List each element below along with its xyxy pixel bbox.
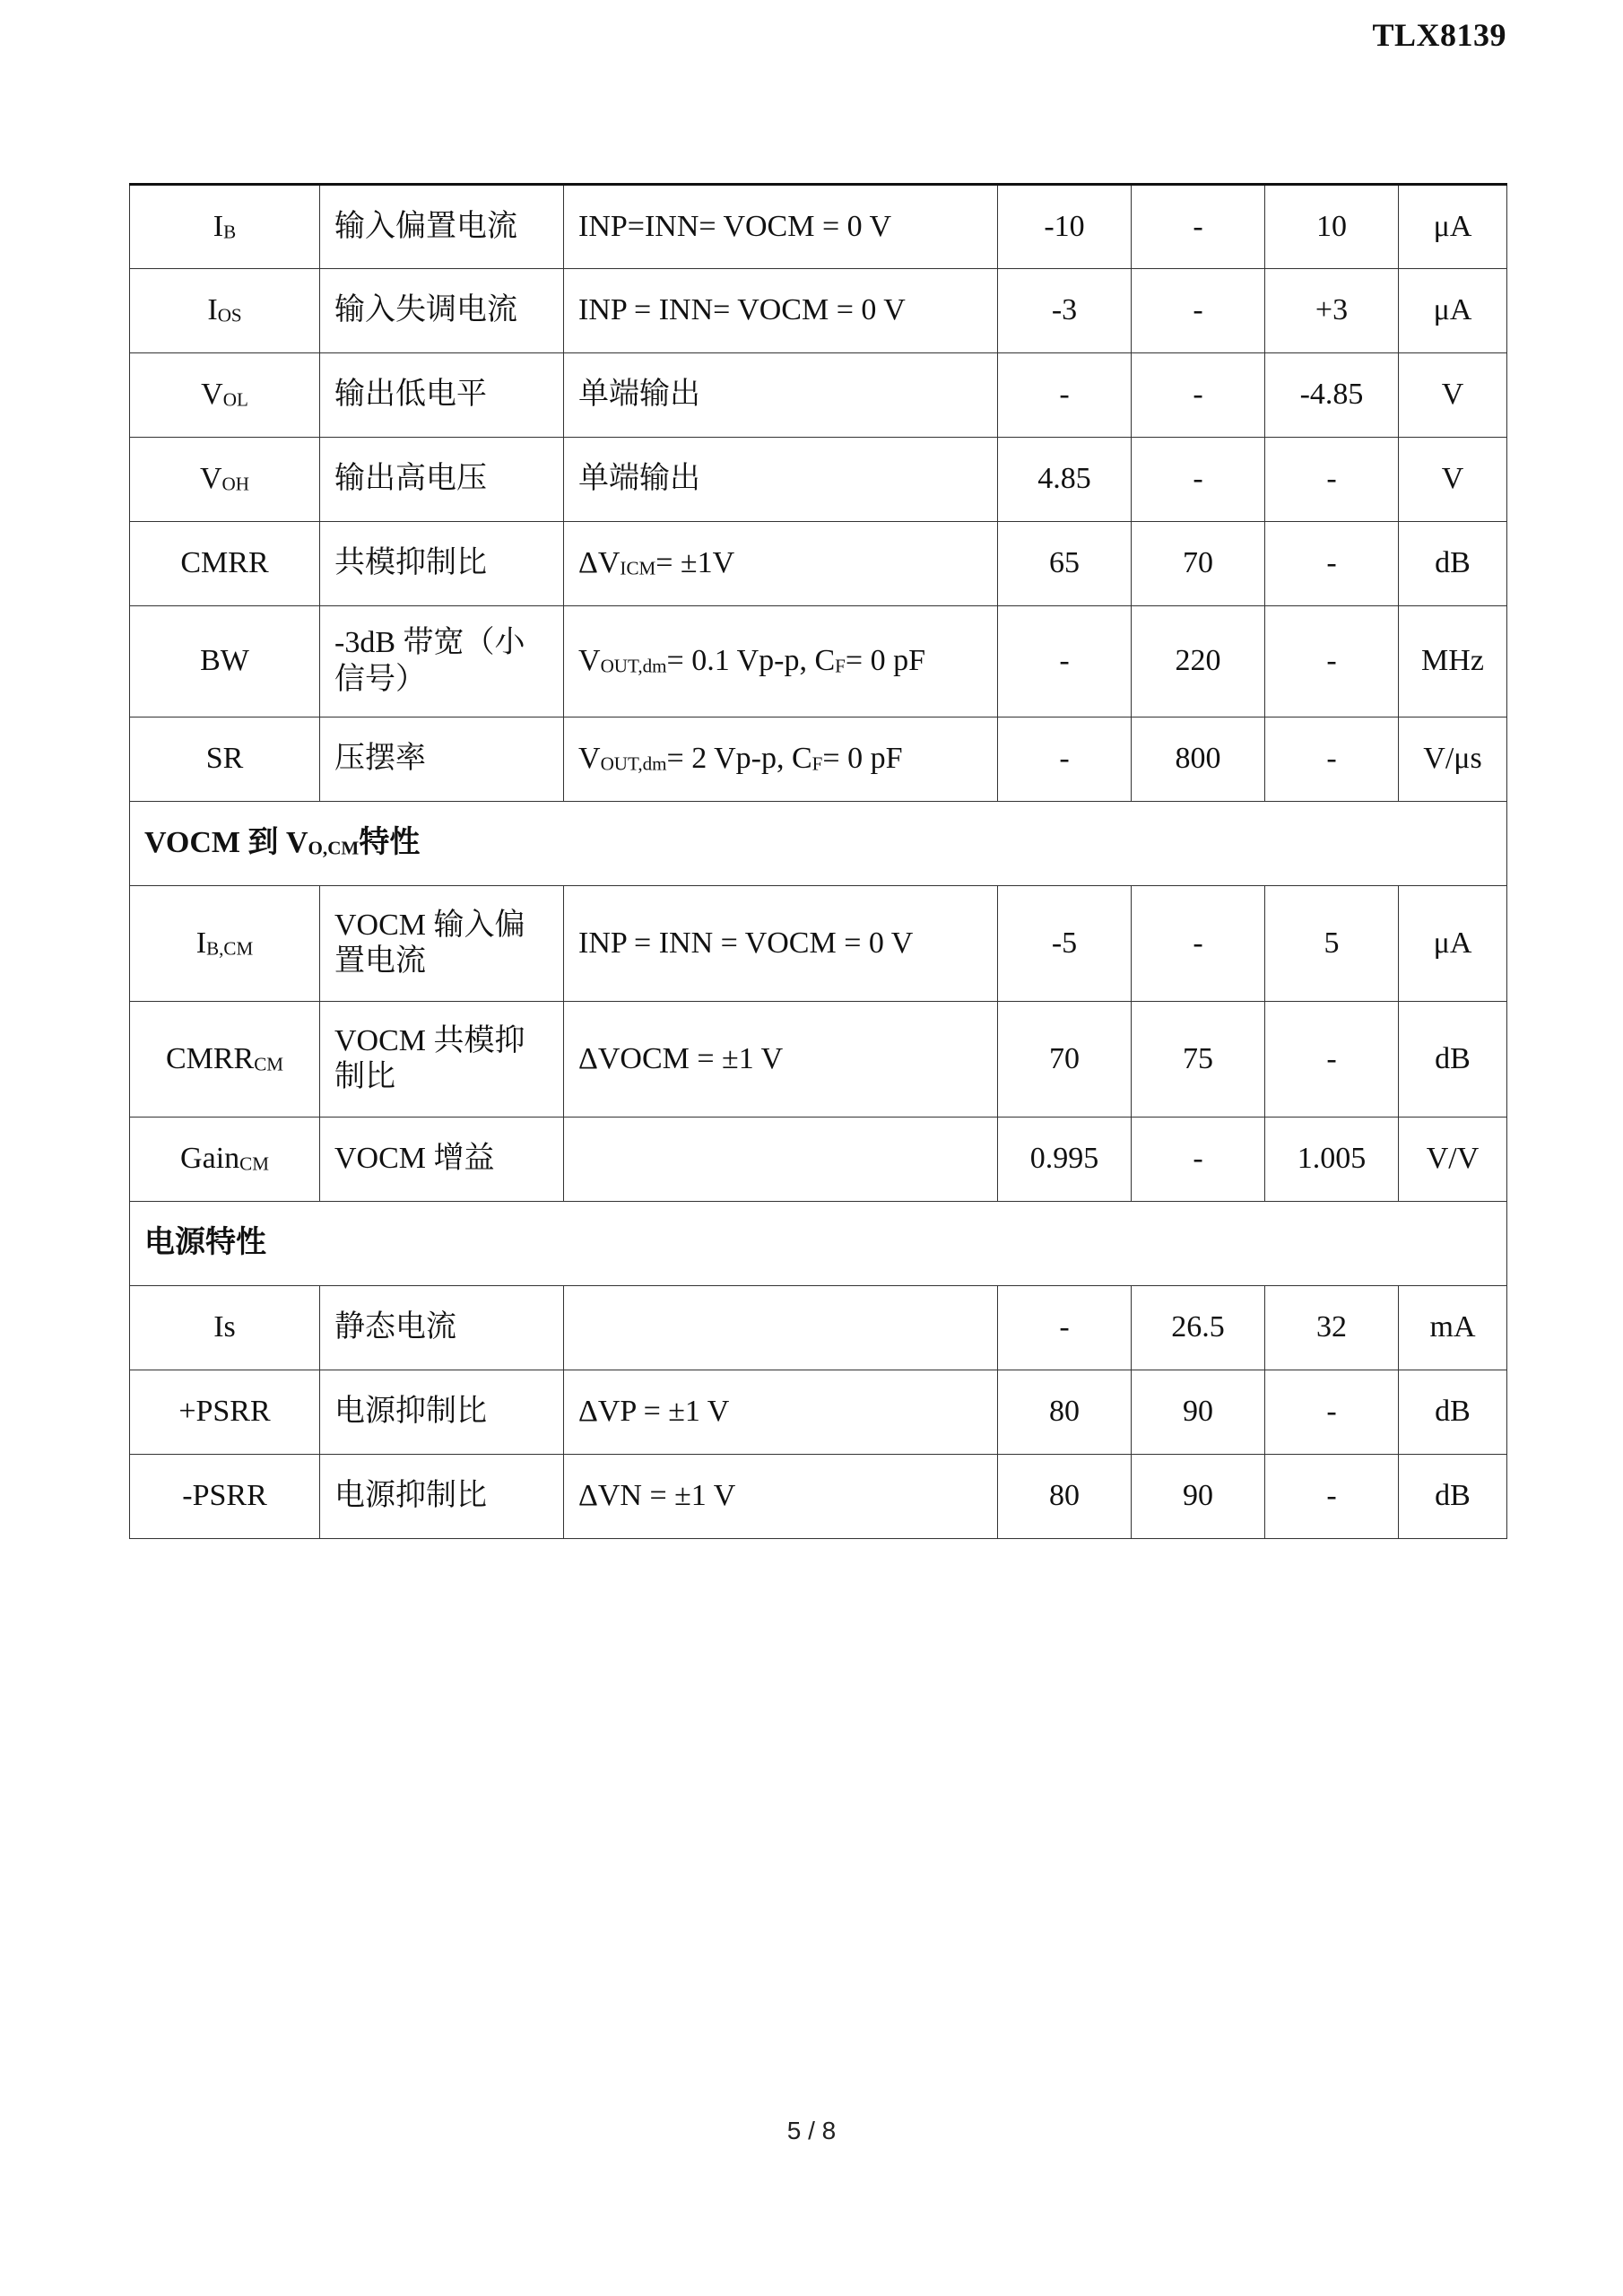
param-name: VOCM 增益 [320, 1118, 564, 1202]
param-unit: dB [1399, 1455, 1507, 1539]
param-name: 输出低电平 [320, 353, 564, 438]
table-row [130, 606, 1507, 718]
param-symbol: -PSRR [130, 1455, 320, 1539]
table-row [130, 1118, 1507, 1202]
param-typ: - [1132, 438, 1265, 522]
section-title-power: 电源特性 [130, 1202, 1507, 1286]
param-max: 32 [1265, 1286, 1399, 1370]
param-unit: V/V [1399, 1118, 1507, 1202]
param-typ: - [1132, 1118, 1265, 1202]
section-row-vocm [130, 802, 1507, 886]
table-row [130, 886, 1507, 1002]
param-unit: μA [1399, 269, 1507, 353]
param-max: 10 [1265, 185, 1399, 269]
param-max: - [1265, 1455, 1399, 1539]
param-min: 80 [998, 1455, 1132, 1539]
param-condition: ΔVP = ±1 V [564, 1370, 998, 1455]
param-max: 5 [1265, 886, 1399, 1002]
param-symbol: +PSRR [130, 1370, 320, 1455]
param-max: -4.85 [1265, 353, 1399, 438]
param-condition: ΔVOCM = ±1 V [564, 1002, 998, 1118]
table-row [130, 1286, 1507, 1370]
param-typ: 220 [1132, 606, 1265, 718]
param-min: - [998, 1286, 1132, 1370]
table-row [130, 269, 1507, 353]
param-typ: - [1132, 269, 1265, 353]
param-min: - [998, 606, 1132, 718]
param-min: 4.85 [998, 438, 1132, 522]
param-unit: dB [1399, 1002, 1507, 1118]
param-max: - [1265, 522, 1399, 606]
table-row [130, 1002, 1507, 1118]
param-typ: 90 [1132, 1455, 1265, 1539]
param-name: VOCM 输入偏置电流 [320, 886, 564, 1002]
param-condition: $V_{OUT,dm}= 0.1$ Vp-p, $C_F= 0$ pF [564, 606, 998, 718]
param-symbol: $I_B$ [130, 185, 320, 269]
param-name: VOCM 共模抑制比 [320, 1002, 564, 1118]
param-name: 输出高电压 [320, 438, 564, 522]
document-code: TLX8139 [1372, 17, 1506, 53]
table-row [130, 353, 1507, 438]
param-min: - [998, 353, 1132, 438]
param-typ: - [1132, 353, 1265, 438]
param-typ: 90 [1132, 1370, 1265, 1455]
param-unit: V [1399, 438, 1507, 522]
param-max: - [1265, 438, 1399, 522]
param-name: 电源抑制比 [320, 1370, 564, 1455]
table-row [130, 185, 1507, 269]
electrical-spec-table [129, 183, 1507, 1539]
param-condition: INP = INN= VOCM = 0 V [564, 269, 998, 353]
section-row-power [130, 1202, 1507, 1286]
param-max: - [1265, 1370, 1399, 1455]
param-symbol: Is [130, 1286, 320, 1370]
param-symbol: Gain$_{CM}$ [130, 1118, 320, 1202]
param-unit: dB [1399, 1370, 1507, 1455]
param-unit: μA [1399, 185, 1507, 269]
param-name: 输入失调电流 [320, 269, 564, 353]
param-unit: mA [1399, 1286, 1507, 1370]
param-min: 70 [998, 1002, 1132, 1118]
page-number: 5 / 8 [786, 2117, 837, 2144]
param-max: +3 [1265, 269, 1399, 353]
param-typ: 70 [1132, 522, 1265, 606]
param-unit: V [1399, 353, 1507, 438]
param-condition: $\Delta V_{ICM}= \pm 1V$ [564, 522, 998, 606]
param-condition: INP = INN = VOCM = 0 V [564, 886, 998, 1002]
param-symbol: $CMRR_{CM}$ [130, 1002, 320, 1118]
param-symbol: $V_{OH}$ [130, 438, 320, 522]
table-row [130, 1370, 1507, 1455]
param-condition [564, 1118, 998, 1202]
param-max: 1.005 [1265, 1118, 1399, 1202]
param-name: 压摆率 [320, 718, 564, 802]
param-condition: ΔVN = ±1 V [564, 1455, 998, 1539]
param-max: - [1265, 718, 1399, 802]
param-typ: - [1132, 886, 1265, 1002]
param-name: 共模抑制比 [320, 522, 564, 606]
param-unit: MHz [1399, 606, 1507, 718]
param-min: -3 [998, 269, 1132, 353]
param-min: -10 [998, 185, 1132, 269]
param-condition: 单端输出 [564, 438, 998, 522]
param-min: 0.995 [998, 1118, 1132, 1202]
param-condition: 单端输出 [564, 353, 998, 438]
param-unit: dB [1399, 522, 1507, 606]
param-typ: - [1132, 185, 1265, 269]
param-unit: μA [1399, 886, 1507, 1002]
param-min: -5 [998, 886, 1132, 1002]
param-typ: 800 [1132, 718, 1265, 802]
param-condition: $V_{OUT,dm}= 2$ Vp-p, $C_F= 0$ pF [564, 718, 998, 802]
param-symbol: BW [130, 606, 320, 718]
param-condition [564, 1286, 998, 1370]
table-row [130, 1455, 1507, 1539]
param-symbol: SR [130, 718, 320, 802]
param-max: - [1265, 1002, 1399, 1118]
param-condition: INP=INN= VOCM = 0 V [564, 185, 998, 269]
param-name: 静态电流 [320, 1286, 564, 1370]
param-min: - [998, 718, 1132, 802]
table-row [130, 438, 1507, 522]
param-name: 输入偏置电流 [320, 185, 564, 269]
param-symbol: $I_{B,CM}$ [130, 886, 320, 1002]
param-min: 80 [998, 1370, 1132, 1455]
param-max: - [1265, 606, 1399, 718]
param-name: -3dB 带宽（小信号） [320, 606, 564, 718]
param-min: 65 [998, 522, 1132, 606]
param-symbol: CMRR [130, 522, 320, 606]
param-typ: 26.5 [1132, 1286, 1265, 1370]
param-typ: 75 [1132, 1002, 1265, 1118]
param-unit: V/μs [1399, 718, 1507, 802]
table-row [130, 522, 1507, 606]
section-title-vocm: VOCM 到 $V_{O,CM}$特性 [130, 802, 1507, 886]
param-symbol: $V_{OL}$ [130, 353, 320, 438]
param-symbol: $I_{OS}$ [130, 269, 320, 353]
param-name: 电源抑制比 [320, 1455, 564, 1539]
table-row [130, 718, 1507, 802]
